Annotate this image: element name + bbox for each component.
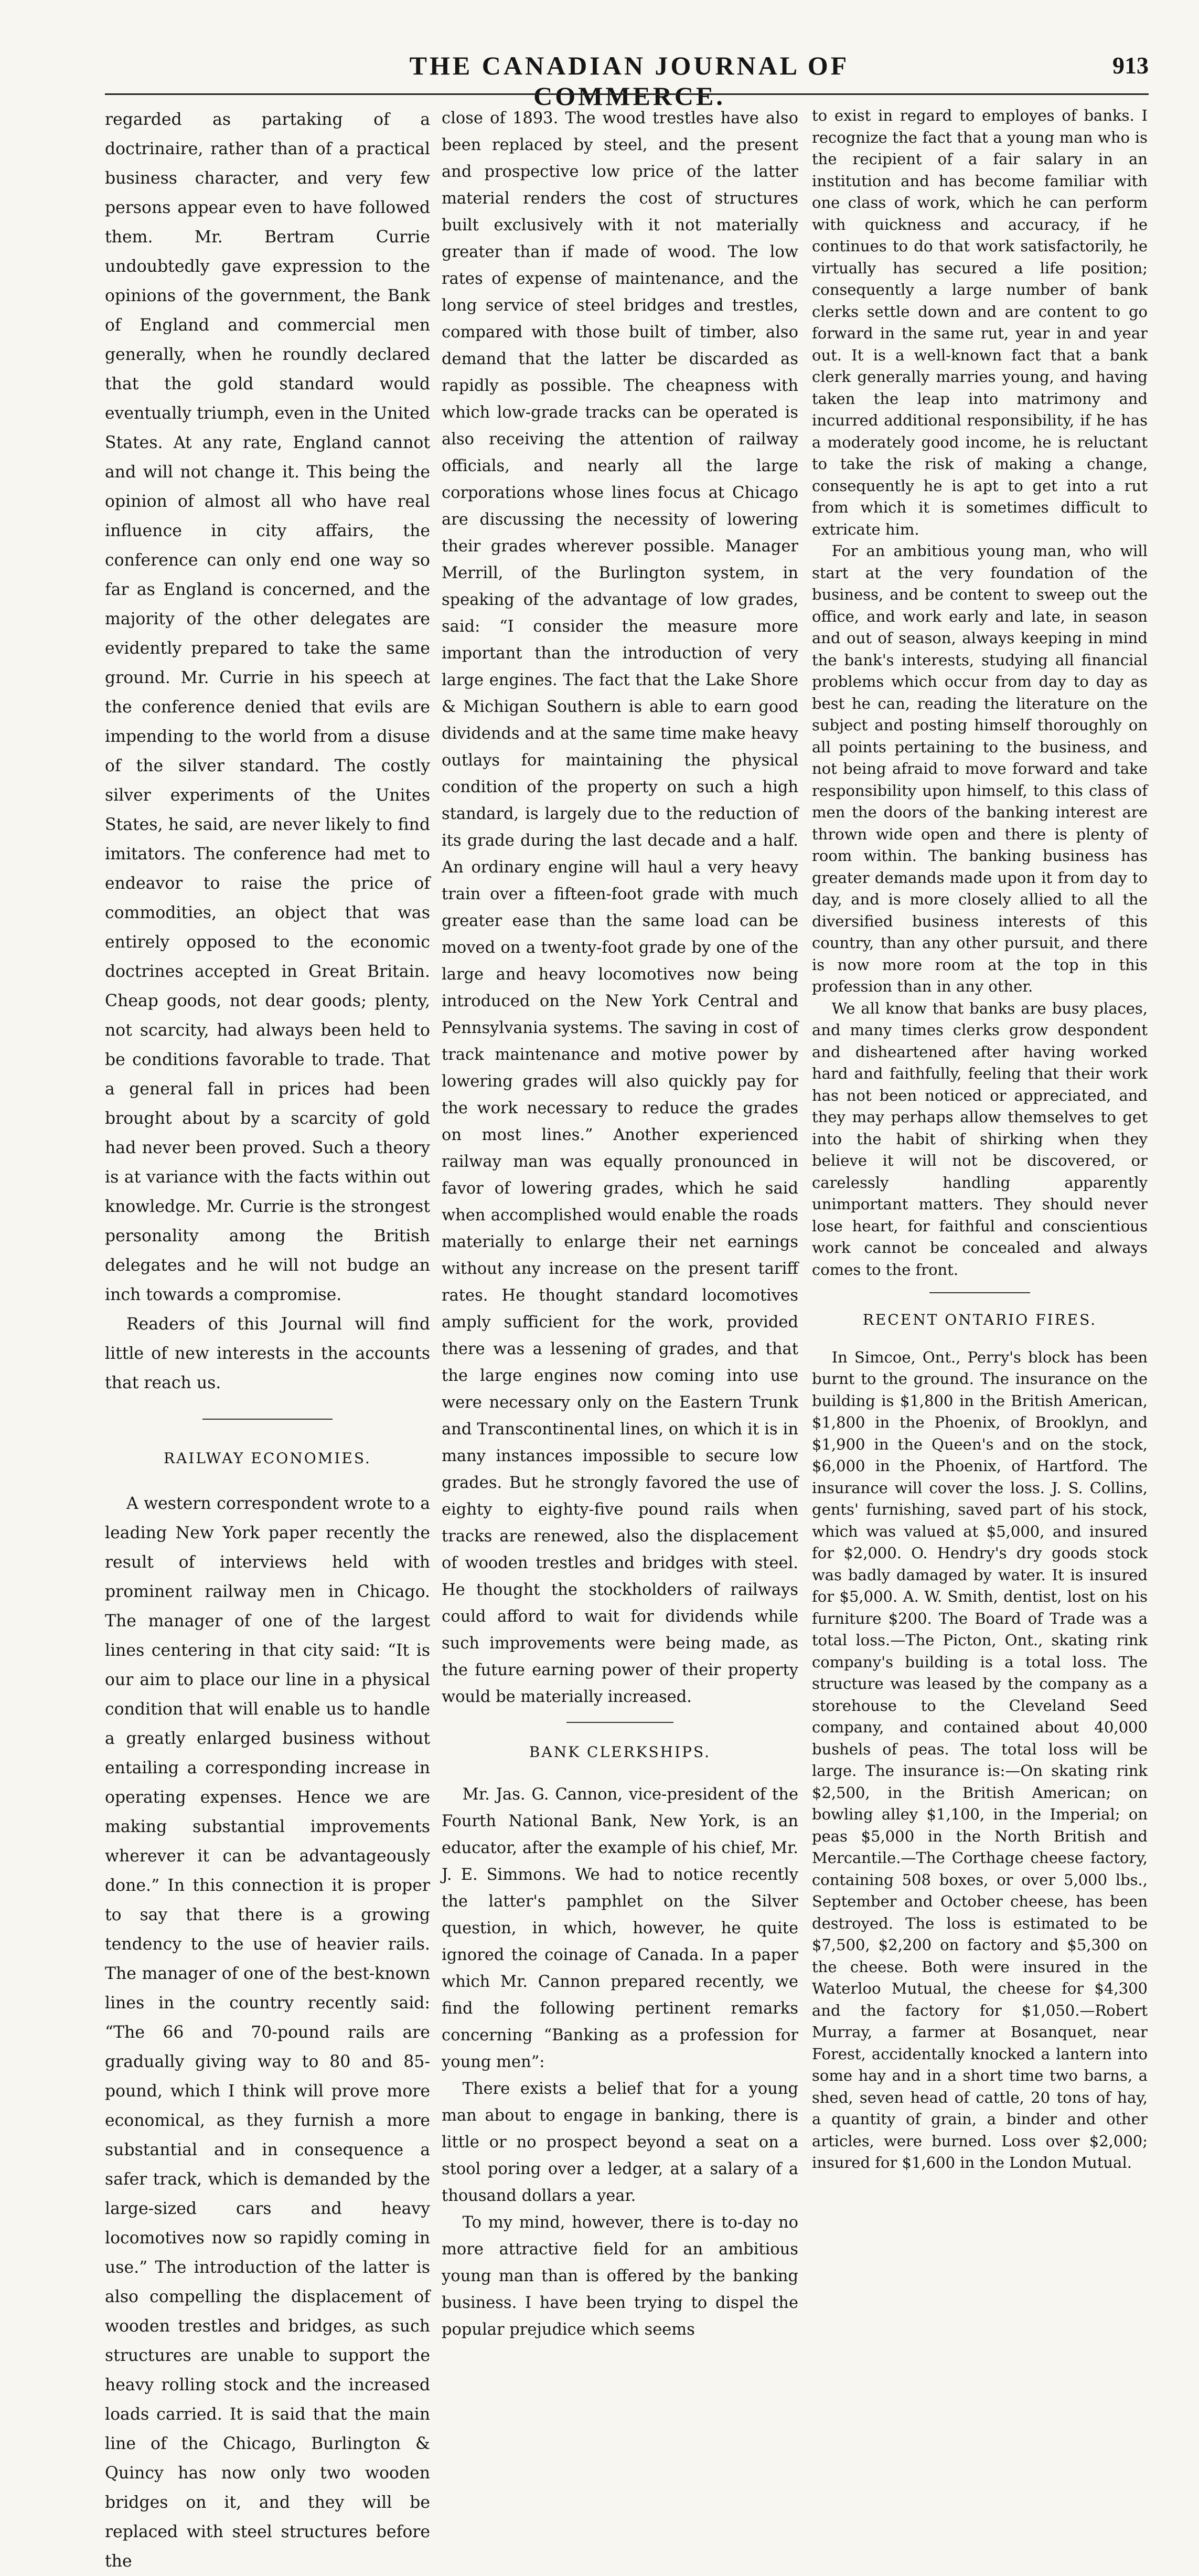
bank-clerkships-busy: We all know that banks are busy places, and many times clerks grow despondent and disheartened after having worked hard and faithfully, feeling that their work has not been noticed or appreciated, and they may perhaps allow themselves to get into the habit of shirking when they believe it will not be discovered, or carelessly handling apparently unimportant matters. They should never lose heart, for faithful and conscientious work cannot be concealed and always comes to the front. bbox=[812, 999, 1148, 1279]
bank-clerkships-belief: There exists a belief that for a young man about to engage in banking, there is little or no prospect beyond a seat on a stool poring over a ledger, at a salary of a thousand dollars a year. bbox=[442, 2080, 798, 2205]
railway-economies-heading: RAILWAY ECONOMIES. bbox=[164, 1450, 371, 1467]
section-divider bbox=[202, 1419, 333, 1420]
section-divider bbox=[929, 1292, 1030, 1293]
ontario-fires-paragraph: In Simcoe, Ont., Perry's block has been burnt to the ground. The insurance on the building is $1,800 in the British American, $1,800 in the Phoenix, of Brooklyn, and $1,900 in the Queen's and on the stock, $6,000 in the Phoenix, of Hartford. The insurance will cover the loss. J. S. Collins, gents' furnishing, saved part of his stock, which was valued at $5,000, and insured for $2,000. O. Hendry's dry goods stock was badly damaged by water. It is insured for $5,000. A. W. Smith, dentist, lost on his furniture $200. The Board of Trade was a total loss.—The Picton, Ont., skating rink company's building is a total loss. The structure was leased by the company as a storehouse to the Cleveland Seed company, and contained about 40,000 bushels of peas. The total loss will be large. The insurance is:—On skating rink $2,500, in the British American; on bowling alley $1,100, in the Imperial; on peas $5,000 in the North British and Mercantile.—The Corthage cheese factory, containing 508 boxes, or over 5,000 lbs., September and October cheese, has been destroyed. The loss is estimated to be $7,500, $2,200 on factory and $5,300 on the cheese. Both were insured in the Waterloo Mutual, the cheese for $4,300 and the factory for $1,050.—Robert Murray, a farmer at Bosanquet, near Forest, accidentally knocked a lantern into some hay and in a short time two barns, a shed, seven head of cattle, 20 tons of hay, a quantity of grain, a binder and other articles, were burned. Loss over $2,000; insured for $1,600 in the London Mutual. bbox=[812, 1348, 1148, 2171]
bank-clerkships-continued: to exist in regard to employes of banks. I recognize the fact that a young man who is the recipient of a fair salary in an institution and has become familiar with one class of work, which he can perform with quickness and accuracy, if he continues to do that work satisfactorily, he virtually has secured a life position; consequently a large number of bank clerks settle down and are content to go forward in the same rut, year in and year out. It is a well-known fact that a bank clerk generally marries young, and having taken the leap into matrimony and incurred additional responsibility, if he has a moderately good income, he is reluctant to take the risk of making a change, consequently he is apt to get into a rut from which it is sometimes difficult to extricate him. bbox=[812, 107, 1148, 538]
section-divider bbox=[566, 1722, 673, 1723]
bank-clerkships-intro: Mr. Jas. G. Cannon, vice-president of the Fourth National Bank, New York, is an educator, after the example of his chief, Mr. J. E. Simmons. We had to notice recently the latter's pamphlet on the Silver question, in which, however, he quite ignored the coinage of Canada. In a paper which Mr. Cannon prepared recently, we find the following pertinent remarks concerning “Banking as a profession for young men”: bbox=[442, 1785, 798, 2071]
header-rule bbox=[105, 93, 1149, 95]
column-1 bbox=[105, 105, 430, 2576]
bank-clerkships-ambitious: For an ambitious young man, who will start at the very foundation of the business, and be content to sweep out the office, and work early and late, in season and out of season, always keeping in mind the bank's interests, studying all financial problems which occur from day to day as best he can, reading the literature on the subject and posting himself thoroughly on all points pertaining to the business, and not being afraid to move forward and take responsibility upon himself, to this class of men the doors of the banking interest are thrown wide open and there is plenty of room within. The banking business has greater demands made upon it from day to day, and is more closely allied to all the diversified business interests of this country, than any other pursuit, and there is now more room at the top in this profession than in any other. bbox=[812, 542, 1148, 995]
conference-article-continued: regarded as partaking of a doctrinaire, rather than of a practical business character, and very few persons appear even to have followed them. Mr. Bertram Currie undoubtedly gave expression to the opinions of the government, the Bank of England and commercial men generally, when he roundly declared that the gold standard would eventually triumph, even in the United States. At any rate, England cannot and will not change it. This being the opinion of almost all who have real influence in city affairs, the conference can only end one way so far as England is concerned, and the majority of the other delegates are evidently prepared to take the same ground. Mr. Currie in his speech at the conference denied that evils are impending to the world from a disuse of the silver standard. The costly silver experiments of the Unites States, he said, are never likely to find imitators. The conference had met to endeavor to raise the price of commodities, an object that was entirely opposed to the economic doctrines accepted in Great Britain. Cheap goods, not dear goods; plenty, not scarcity, had always been held to be conditions favorable to trade. That a general fall in prices had been brought about by a scarcity of gold had never been proved. Such a theory is at variance with the facts within out knowledge. Mr. Currie is the strongest personality among the British delegates and he will not budge an inch towards a compromise. bbox=[105, 110, 430, 1304]
bank-clerkships-heading: BANK CLERKSHIPS. bbox=[529, 1743, 711, 1761]
journal-title: THE CANADIAN JOURNAL OF COMMERCE. bbox=[409, 51, 850, 111]
page-header bbox=[105, 50, 1149, 111]
railway-economies-paragraph: A western correspondent wrote to a leading New York paper recently the result of interviews held with prominent railway men in Chicago. The manager of one of the largest lines centering in that city said: “It is our aim to place our line in a physical condition that will enable us to handle a greatly enlarged business without entailing a corresponding increase in operating expenses. Hence we are making substantial improvements wherever it can be advantageously done.” In this connection it is proper to say that there is a growing tendency to the use of heavier rails. The manager of one of the best-known lines in the country recently said: “The 66 and 70-pound rails are gradually giving way to 80 and 85-pound, which I think will prove more economical, as they furnish a more substantial and in consequence a safer track, which is demanded by the large-sized cars and heavy locomotives now so rapidly coming in use.” The introduction of the latter is also compelling the displacement of wooden trestles and bridges, as such structures are unable to support the heavy rolling stock and the increased loads carried. It is said that the main line of the Chicago, Burlington & Quincy has now only two wooden bridges on it, and they will be replaced with steel structures before the bbox=[105, 1494, 430, 2571]
bank-clerkships-mind: To my mind, however, there is to-day no more attractive field for an ambitious young man than is offered by the banking business. I have been trying to dispel the popular prejudice which seems bbox=[442, 2213, 798, 2339]
ontario-fires-heading: RECENT ONTARIO FIRES. bbox=[862, 1311, 1097, 1328]
railway-economies-continued: close of 1893. The wood trestles have also been replaced by steel, and the present and prospective low price of the latter material renders the cost of structures built exclusively with it not materially greater than if made of wood. The low rates of expense of maintenance, and the long service of steel bridges and trestles, compared with those built of timber, also demand that the latter be discarded as rapidly as possible. The cheapness with which low-grade tracks can be operated is also receiving the attention of railway officials, and nearly all the large corporations whose lines focus at Chicago are discussing the necessity of lowering their grades wherever possible. Manager Merrill, of the Burlington system, in speaking of the advantage of low grades, said: “I consider the measure more important than the introduction of very large engines. The fact that the Lake Shore & Michigan Southern is able to earn good dividends and at the same time make heavy outlays for maintaining the physical condition of the property on such a high standard, is largely due to the reduction of its grade during the last decade and a half. An ordinary engine will haul a very heavy train over a fifteen-foot grade with much greater ease than the same load can be moved on a twenty-foot grade by one of the large and heavy locomotives now being introduced on the New York Central and Pennsylvania systems. The saving in cost of track maintenance and motive power by lowering grades will also quickly pay for the work necessary to reduce the grades on most lines.” Another experienced railway man was equally pronounced in favor of lowering grades, which he said when accomplished would enable the roads materially to enlarge their net earnings without any increase on the present tariff rates. He thought standard locomotives amply sufficient for the work, provided there was a lessening of grades, and that the large engines now coming into use were necessary only on the Eastern Trunk and Transcontinental lines, on which it is in many instances impossible to secure low grades. But he strongly favored the use of eighty to eighty-five pound rails when tracks are renewed, also the displacement of wooden trestles and bridges with steel. He thought the stockholders of railways could afford to wait for dividends while such improvements were being made, as the future earning power of their property would be materially increased. bbox=[442, 109, 798, 1706]
readers-note: Readers of this Journal will find little of new interests in the accounts that reach us. bbox=[105, 1315, 430, 1392]
column-3 bbox=[812, 105, 1148, 2174]
column-2 bbox=[442, 105, 798, 2343]
page-number: 913 bbox=[1112, 52, 1149, 79]
